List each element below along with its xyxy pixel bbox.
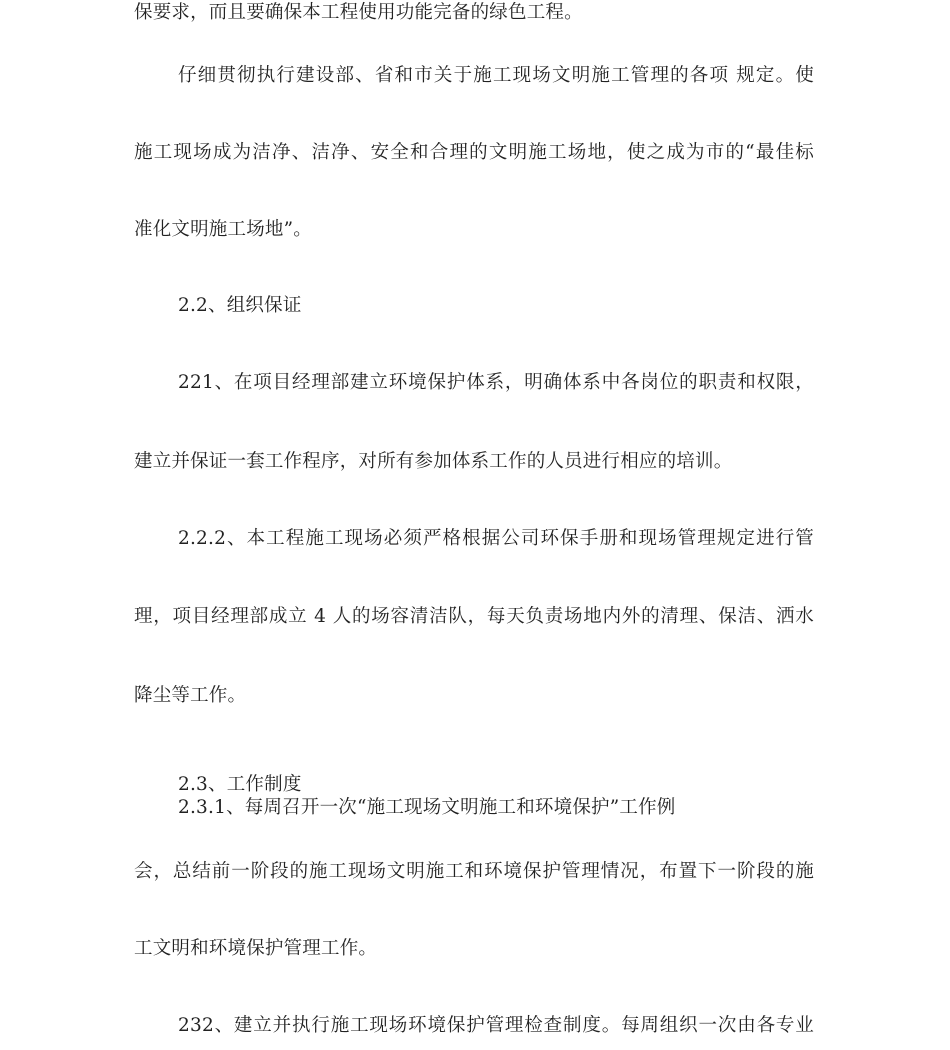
text-line-1: 保要求，而且要确保本工程使用功能完备的绿色工程。: [134, 2, 583, 23]
section-heading-2-2: 2.2、组织保证: [178, 295, 302, 316]
text-line-8: 2.2.2、本工程施工现场必须严格根据公司环保手册和现场管理规定进行管: [178, 528, 814, 549]
section-heading-2-3: 2.3、工作制度: [178, 774, 302, 795]
text-line-9: 理，项目经理部成立 4 人的场容清洁队，每天负责场地内外的清理、保洁、洒水: [134, 606, 814, 627]
text-line-14: 工文明和环境保护管理工作。: [134, 938, 378, 959]
text-line-2: 仔细贯彻执行建设部、省和市关于施工现场文明施工管理的各项 规定。使: [178, 65, 814, 86]
text-line-13: 会，总结前一阶段的施工现场文明施工和环境保护管理情况，布置下一阶段的施: [134, 861, 814, 882]
text-line-4: 准化文明施工场地”。: [134, 219, 312, 240]
text-line-15: 232、建立并执行施工现场环境保护管理检查制度。每周组织一次由各专业: [178, 1015, 814, 1036]
text-line-7: 建立并保证一套工作程序，对所有参加体系工作的人员进行相应的培训。: [134, 451, 733, 472]
text-line-3: 施工现场成为洁净、洁净、安全和合理的文明施工场地，使之成为市的“最佳标: [134, 142, 814, 163]
text-line-12: 2.3.1、每周召开一次“施工现场文明施工和环境保护”工作例: [178, 797, 676, 818]
text-line-6: 221、在项目经理部建立环境保护体系，明确体系中各岗位的职责和权限，: [178, 372, 814, 393]
text-line-10: 降尘等工作。: [134, 685, 247, 706]
